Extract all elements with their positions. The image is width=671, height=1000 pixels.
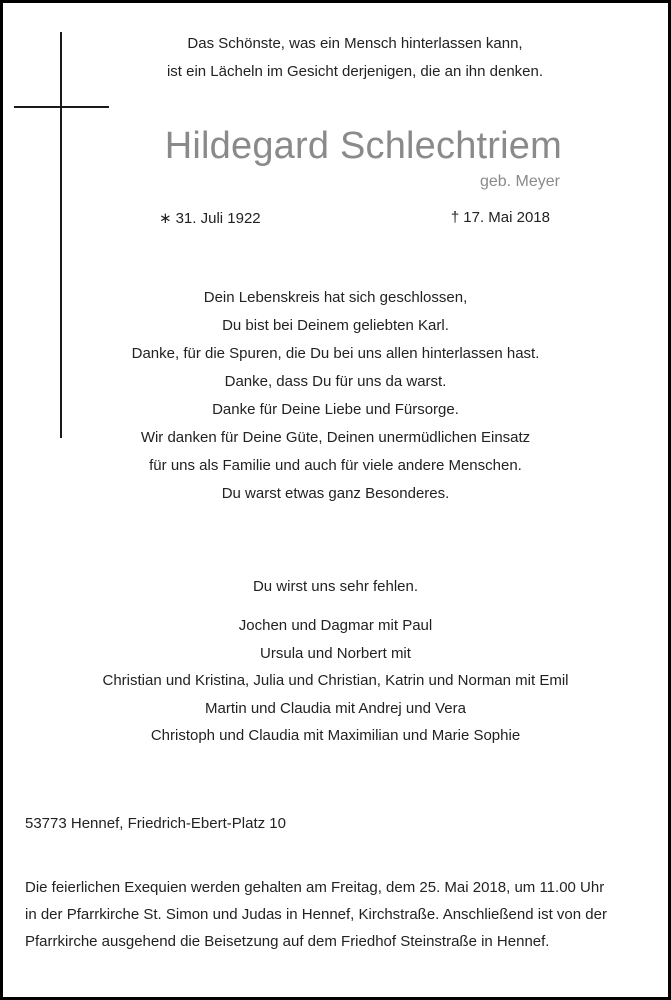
death-cross-icon: † <box>450 209 460 226</box>
missing-line: Du wirst uns sehr fehlen. <box>252 578 419 595</box>
poem-line: Wir danken für Deine Güte, Deinen unermüdlichen Einsatz <box>140 429 531 446</box>
family-line: Jochen und Dagmar mit Paul <box>238 617 433 634</box>
poem-line: Dein Lebenskreis hat sich geschlossen, <box>203 289 468 306</box>
poem-line: Du bist bei Deinem geliebten Karl. <box>222 317 449 334</box>
motto <box>100 30 610 86</box>
maiden-name: geb. Meyer <box>479 173 560 190</box>
birth-date-text: 31. Juli 1922 <box>175 210 261 227</box>
poem-line: Danke, für die Spuren, die Du bei uns allen hinterlassen hast. <box>131 345 540 362</box>
service-line: Pfarrkirche ausgehend die Beisetzung auf dem Friedhof Steinstraße in Hennef. <box>25 933 550 950</box>
poem-line: Danke, dass Du für uns da warst. <box>224 373 447 390</box>
birth-star-icon: ∗ <box>159 210 172 227</box>
family-list <box>0 612 671 750</box>
poem-line: für uns als Familie und auch für viele andere Menschen. <box>149 457 522 474</box>
poem <box>0 284 671 508</box>
family-line: Martin und Claudia mit Andrej und Vera <box>205 699 466 717</box>
poem-line: Du warst etwas ganz Besonderes. <box>221 485 450 502</box>
motto-line: ist ein Lächeln im Gesicht derjenigen, die an ihn denken. <box>166 63 544 80</box>
motto-line: Das Schönste, was ein Mensch hinterlassen kann, <box>187 35 523 52</box>
family-line: Ursula und Norbert mit <box>260 644 411 662</box>
birth-date <box>159 209 261 227</box>
address: 53773 Hennef, Friedrich-Ebert-Platz 10 <box>25 815 286 832</box>
death-date <box>451 209 550 226</box>
family-line: Christoph und Claudia mit Maximilian und Marie Sophie <box>150 727 521 744</box>
deceased-name: Hildegard Schlechtriem <box>164 125 562 167</box>
death-date-text: 17. Mai 2018 <box>463 209 550 226</box>
service-line: Die feierlichen Exequien werden gehalten am Freitag, dem 25. Mai 2018, um 11.00 Uhr <box>25 879 605 896</box>
family-line: Christian und Kristina, Julia und Christian, Katrin und Norman mit Emil <box>102 672 569 689</box>
poem-line: Danke für Deine Liebe und Fürsorge. <box>212 401 459 418</box>
cross-horizontal-bar <box>14 106 109 108</box>
service-line: in der Pfarrkirche St. Simon und Judas in Hennef, Kirchstraße. Anschließend ist von der <box>25 906 607 923</box>
service-info <box>25 874 650 955</box>
